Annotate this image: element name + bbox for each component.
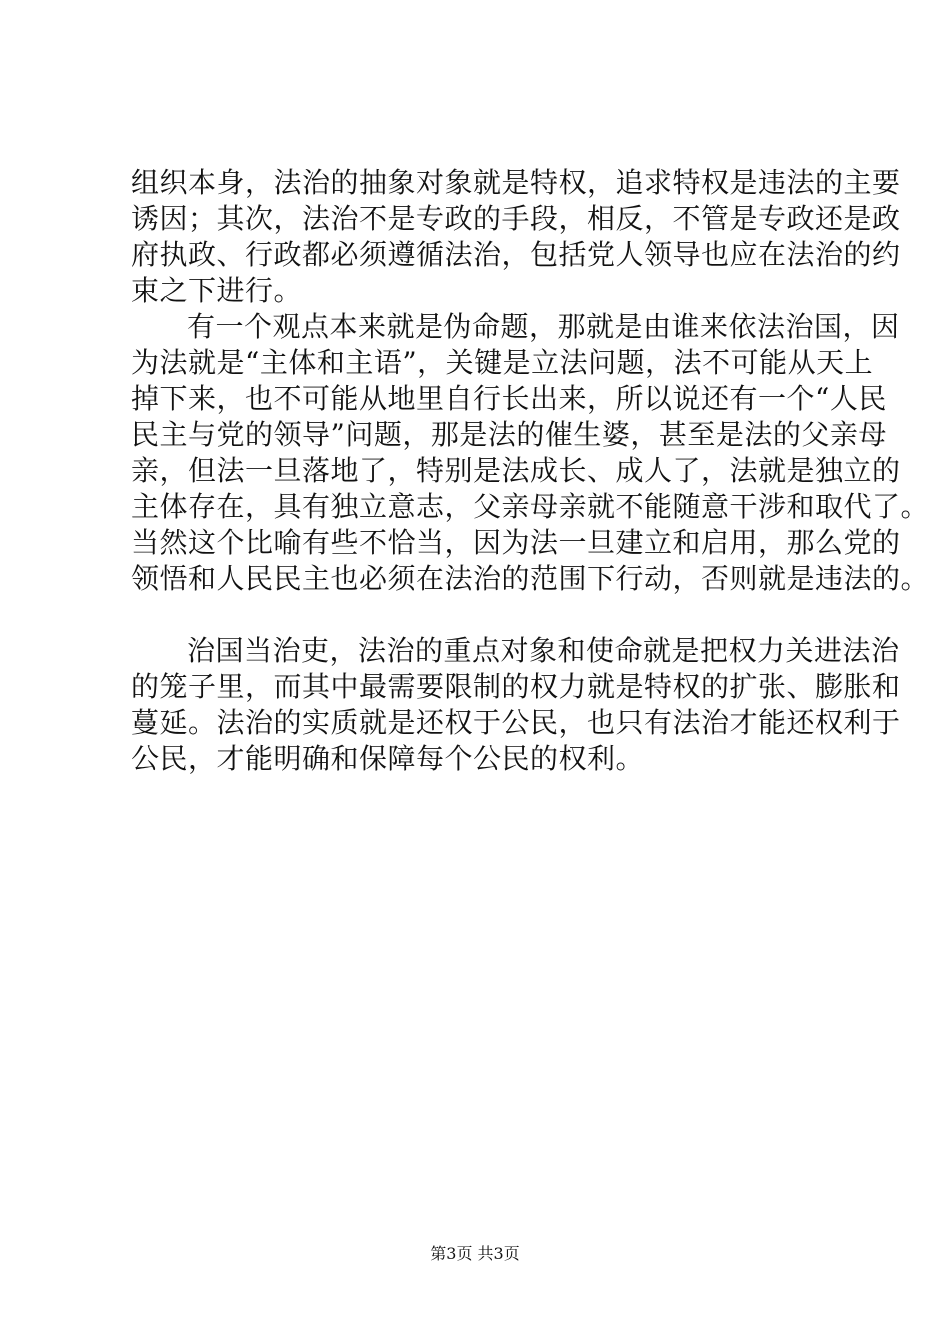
page-footer [0,1244,950,1264]
paragraph-line: 为法就是“主体和主语”，关键是立法问题，法不可能从天上 [131,346,874,379]
paragraph-line: 领悟和人民民主也必须在法治的范围下行动，否则就是违法的。 [131,562,930,595]
paragraph-line: 府执政、行政都必须遵循法治，包括党人领导也应在法治的约 [131,238,901,271]
paragraph-line: 的笼子里，而其中最需要限制的权力就是特权的扩张、膨胀和 [131,670,901,703]
paragraph-line: 治国当治吏，法治的重点对象和使命就是把权力关进法治 [187,634,900,667]
paragraph-1 [131,165,901,309]
paragraph-2 [131,309,930,597]
paragraph-line: 民主与党的领导”问题，那是法的催生婆，甚至是法的父亲母 [131,418,887,451]
paragraph-line: 亲，但法一旦落地了，特别是法成长、成人了，法就是独立的 [131,454,901,487]
paragraph-line: 主体存在，具有独立意志，父亲母亲就不能随意干涉和取代了。 [131,490,930,523]
paragraph-line: 有一个观点本来就是伪命题，那就是由谁来依法治国，因 [187,310,900,343]
page-number-label: 第3页 共3页 [430,1244,520,1263]
paragraph-3 [131,633,901,777]
document-body [131,165,930,777]
paragraph-line: 掉下来，也不可能从地里自行长出来，所以说还有一个“人民 [131,382,887,415]
paragraph-line: 组织本身，法治的抽象对象就是特权，追求特权是违法的主要 [131,166,901,199]
paragraph-gap [131,597,843,633]
paragraph-line: 诱因；其次，法治不是专政的手段，相反，不管是专政还是政 [131,202,901,235]
paragraph-line: 蔓延。法治的实质就是还权于公民，也只有法治才能还权利于 [131,706,901,739]
paragraph-line: 公民，才能明确和保障每个公民的权利。 [131,742,645,775]
paragraph-line: 当然这个比喻有些不恰当，因为法一旦建立和启用，那么党的 [131,526,901,559]
paragraph-line: 束之下进行。 [131,274,303,307]
